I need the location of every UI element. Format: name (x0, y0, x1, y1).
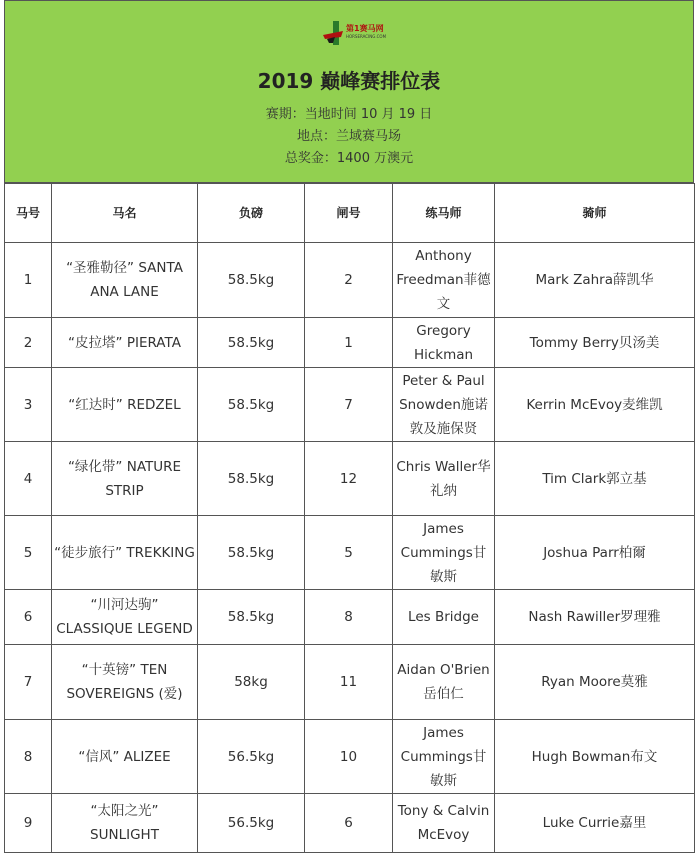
horse-name: “十英镑” TEN SOVEREIGNS (爱) (52, 645, 198, 720)
barrier-number: 7 (305, 368, 393, 442)
trainer-name: James Cummings甘敏斯 (393, 720, 495, 794)
trainer-name: Aidan O'Brien 岳伯仁 (393, 645, 495, 720)
header-banner (4, 0, 694, 183)
horse-name: “徒步旅行” TREKKING (52, 516, 198, 590)
jockey-name: Joshua Parr柏爾 (495, 516, 695, 590)
horse-weight: 56.5kg (198, 794, 305, 853)
page-title: 2019 巅峰赛排位表 (257, 69, 441, 93)
horse-weight: 58.5kg (198, 368, 305, 442)
column-header-jockey: 骑师 (495, 184, 695, 243)
horse-name: “信风” ALIZEE (52, 720, 198, 794)
horse-weight: 56.5kg (198, 720, 305, 794)
table-row (5, 368, 695, 442)
jockey-name: Tommy Berry贝汤美 (495, 318, 695, 368)
horse-number: 6 (5, 590, 52, 645)
horse-weight: 58.5kg (198, 318, 305, 368)
table-row (5, 720, 695, 794)
horse-number: 3 (5, 368, 52, 442)
horse-name: “太阳之光” SUNLIGHT (52, 794, 198, 853)
horse-name: “圣雅勒径” SANTA ANA LANE (52, 243, 198, 318)
logo-text: 第1赛马网 (346, 24, 384, 33)
jockey-name: Ryan Moore莫雅 (495, 645, 695, 720)
horse-logo-icon (321, 17, 345, 51)
jockey-name: Nash Rawiller罗理雅 (495, 590, 695, 645)
trainer-name: Peter & Paul Snowden施诺敦及施保贤 (393, 368, 495, 442)
trainer-name: Anthony Freedman菲德文 (393, 243, 495, 318)
jockey-name: Mark Zahra薛凯华 (495, 243, 695, 318)
barrier-number: 10 (305, 720, 393, 794)
barrier-number: 11 (305, 645, 393, 720)
table-row (5, 318, 695, 368)
table-row (5, 243, 695, 318)
horse-number: 2 (5, 318, 52, 368)
horse-number: 9 (5, 794, 52, 853)
horse-number: 1 (5, 243, 52, 318)
horse-weight: 58.5kg (198, 243, 305, 318)
race-prize: 总奖金：1400 万澳元 (284, 151, 414, 166)
trainer-name: James Cummings甘敏斯 (393, 516, 495, 590)
column-header-number: 马号 (5, 184, 52, 243)
barrier-number: 1 (305, 318, 393, 368)
trainer-name: Tony & Calvin McEvoy (393, 794, 495, 853)
race-venue: 地点：兰域赛马场 (296, 129, 401, 144)
jockey-name: Tim Clark郭立基 (495, 442, 695, 516)
trainer-name: Les Bridge (393, 590, 495, 645)
horse-weight: 58.5kg (198, 516, 305, 590)
table-row (5, 590, 695, 645)
table-row (5, 516, 695, 590)
table-row (5, 645, 695, 720)
horse-number: 7 (5, 645, 52, 720)
logo-subtext: HORSERACING.COM (346, 34, 387, 39)
horse-number: 4 (5, 442, 52, 516)
barrier-number: 12 (305, 442, 393, 516)
barrier-number: 6 (305, 794, 393, 853)
barrier-number: 8 (305, 590, 393, 645)
table-row (5, 442, 695, 516)
horse-number: 8 (5, 720, 52, 794)
barrier-number: 2 (305, 243, 393, 318)
table-header-row (5, 184, 695, 243)
column-header-horse: 马名 (52, 184, 198, 243)
horse-number: 5 (5, 516, 52, 590)
column-header-trainer: 练马师 (393, 184, 495, 243)
horse-name: “皮拉塔” PIERATA (52, 318, 198, 368)
horse-weight: 58kg (198, 645, 305, 720)
horse-weight: 58.5kg (198, 442, 305, 516)
horse-name: “红达时” REDZEL (52, 368, 198, 442)
site-logo[interactable] (321, 17, 393, 53)
jockey-name: Luke Currie嘉里 (495, 794, 695, 853)
horse-weight: 58.5kg (198, 590, 305, 645)
horse-name: “川河达驹” CLASSIQUE LEGEND (52, 590, 198, 645)
column-header-weight: 负磅 (198, 184, 305, 243)
jockey-name: Kerrin McEvoy麦维凯 (495, 368, 695, 442)
horse-name: “绿化带” NATURE STRIP (52, 442, 198, 516)
jockey-name: Hugh Bowman布文 (495, 720, 695, 794)
table-row (5, 794, 695, 853)
trainer-name: Chris Waller华礼纳 (393, 442, 495, 516)
trainer-name: Gregory Hickman (393, 318, 495, 368)
barrier-number: 5 (305, 516, 393, 590)
column-header-barrier: 闸号 (305, 184, 393, 243)
barrier-draw-table (4, 183, 695, 853)
race-date: 赛期：当地时间 10 月 19 日 (265, 107, 433, 122)
